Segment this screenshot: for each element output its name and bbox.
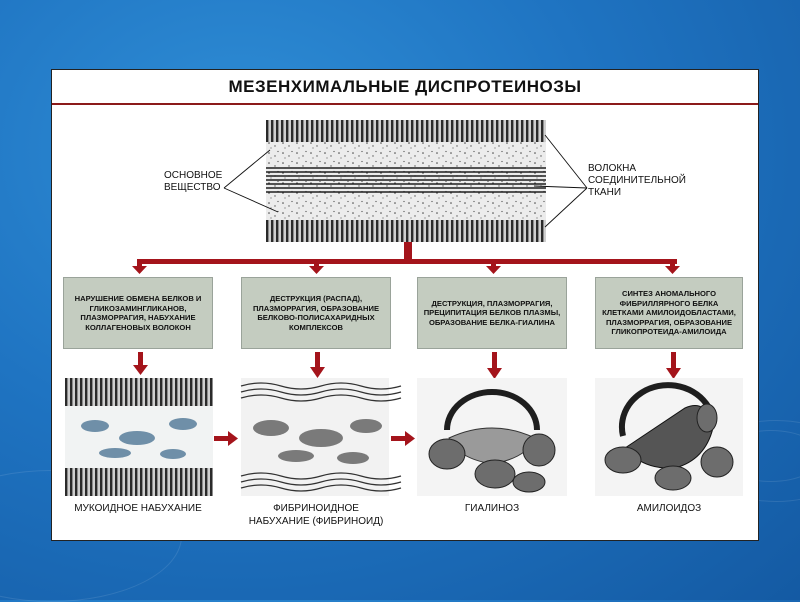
caption-hyalinosis: ГИАЛИНОЗ [464,503,520,514]
mechanism-box-fibrinoid: ДЕСТРУКЦИЯ (РАСПАД), ПЛАЗМОРРАГИЯ, ОБРАЗОВАНИЕ БЕЛКОВО-ПОЛИСАХАРИДНЫХ КОМПЛЕКСОВ [241,277,391,349]
diagram-panel [51,69,759,541]
ground-substance-label: ОСНОВНОЕ ВЕЩЕСТВО [164,170,223,193]
connective-fibers-label: ВОЛОКНА СОЕДИНИТЕЛЬНОЙ ТКАНИ [588,163,686,198]
slide-title: МЕЗЕНХИМАЛЬНЫЕ ДИСПРОТЕИНОЗЫ [52,70,758,105]
mechanism-box-hyalinosis: ДЕСТРУКЦИЯ, ПЛАЗМОРРАГИЯ, ПРЕЦИПИТАЦИЯ БЕЛКОВ ПЛАЗМЫ, ОБРАЗОВАНИЕ БЕЛКА-ГИАЛИНА [417,277,567,349]
mechanism-box-mucoid: НАРУШЕНИЕ ОБМЕНА БЕЛКОВ И ГЛИКОЗАМИНГЛИКАНОВ, ПЛАЗМОРРАГИЯ, НАБУХАНИЕ КОЛЛАГЕНОВЫХ ВОЛОКОН [63,277,213,349]
caption-mucoid: МУКОИДНОЕ НАБУХАНИЕ [74,503,202,514]
progression-arrows [52,70,759,541]
caption-fibrinoid: ФИБРИНОИДНОЕ НАБУХАНИЕ (ФИБРИНОИД) [248,503,384,527]
mechanism-box-amyloidosis: СИНТЕЗ АНОМАЛЬНОГО ФИБРИЛЛЯРНОГО БЕЛКА КЛЕТКАМИ АМИЛОИДОБЛАСТАМИ, ПЛАЗМОРРАГИЯ, ОБРАЗОВАНИЕ ГЛИКОПРОТЕИДА-АМИЛОИДА [595,277,743,349]
caption-amyloidosis: АМИЛОИДОЗ [636,503,702,514]
